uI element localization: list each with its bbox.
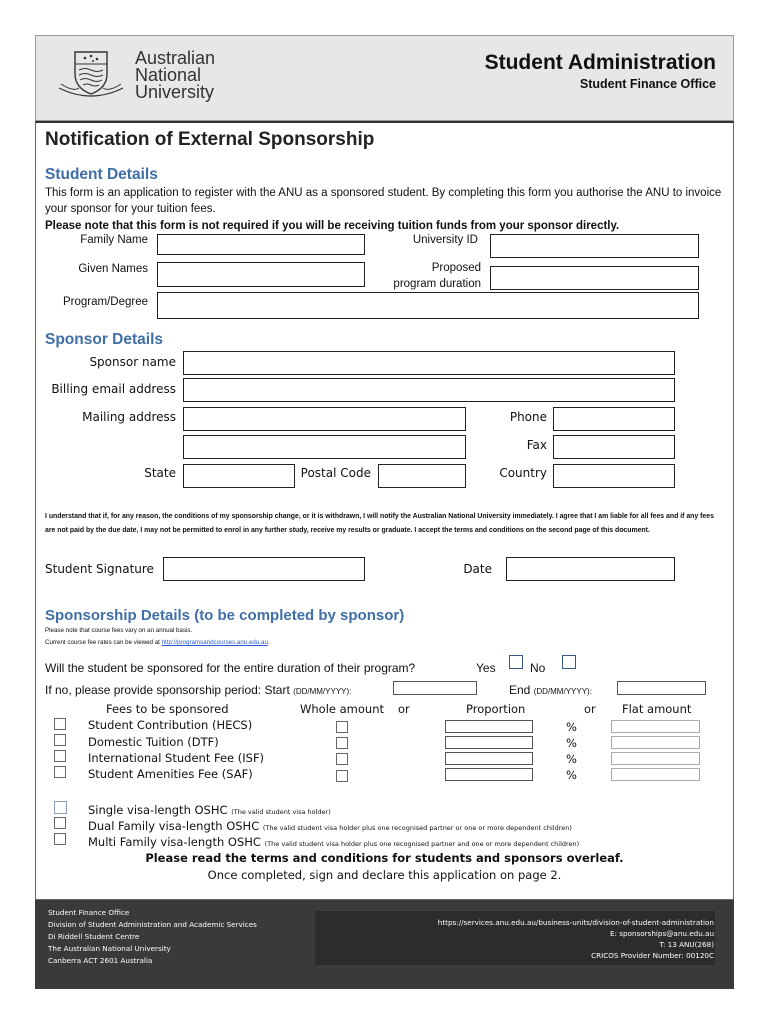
student-signature-label: Student Signature (45, 562, 154, 576)
student-details-heading: Student Details (45, 166, 158, 183)
saf-whole-checkbox[interactable] (336, 770, 348, 782)
isf-percent: % (566, 752, 577, 766)
university-id-field[interactable] (490, 234, 699, 258)
footer-url[interactable]: https://services.anu.edu.au/business-units/division-of-student-administration (437, 918, 714, 927)
end-date-label: End (DD/MM/YYYY): (509, 683, 592, 697)
phone-label: Phone (509, 410, 547, 424)
isf-whole-checkbox[interactable] (336, 753, 348, 765)
end-date-field[interactable] (617, 681, 706, 695)
fee-label-hecs: Student Contribution (HECS) (88, 718, 253, 732)
dtf-select-checkbox[interactable] (54, 734, 66, 746)
program-degree-field[interactable] (157, 292, 699, 319)
state-field[interactable] (183, 464, 295, 488)
signature-date-field[interactable] (506, 557, 675, 581)
mailing-address-label: Mailing address (82, 410, 176, 424)
fee-label-isf: International Student Fee (ISF) (88, 751, 265, 765)
col-or-header-2: or (584, 702, 596, 716)
hecs-percent: % (566, 720, 577, 734)
program-duration-field[interactable] (490, 266, 699, 290)
entire-duration-question: Will the student be sponsored for the entire duration of their program? (45, 661, 416, 675)
header-subtitle: Student Finance Office (579, 77, 716, 91)
anu-crest-logo (55, 44, 127, 102)
no-label: No (530, 661, 546, 675)
student-details-note: Please note that this form is not required if you will be receiving tuition funds from your sponsor directly. (45, 220, 620, 232)
program-duration-label: program duration (393, 278, 481, 290)
isf-select-checkbox[interactable] (54, 750, 66, 762)
col-fees-header: Fees to be sponsored (106, 702, 229, 716)
billing-email-label: Billing email address (51, 382, 176, 396)
hecs-proportion-field[interactable] (445, 720, 533, 733)
university-id-label: University ID (412, 234, 478, 246)
phone-field[interactable] (553, 407, 675, 431)
oshc-dual-checkbox[interactable] (54, 817, 66, 829)
footer-address: Student Finance Office Division of Student Administration and Academic Services Di Riddell Student Centre The Australian National University Canberra ACT 2601 Australia (48, 908, 257, 965)
country-label: Country (499, 466, 547, 480)
form-title: Notification of External Sponsorship (45, 129, 375, 150)
fax-label: Fax (526, 438, 547, 452)
university-name: Australian National University (135, 48, 216, 102)
student-signature-field[interactable] (163, 557, 365, 581)
proposed-label: Proposed (431, 262, 481, 274)
oshc-dual-option: Dual Family visa-length OSHC (The valid student visa holder plus one recognised partner or one or more dependent children) (88, 819, 572, 833)
mailing-address-line2[interactable] (183, 435, 466, 459)
sponsor-name-label: Sponsor name (89, 355, 176, 369)
postal-code-label: Postal Code (300, 466, 371, 480)
fee-rates-note: Current course fee rates can be viewed at http://programsandcourses.anu.edu.au. (45, 639, 270, 646)
saf-proportion-field[interactable] (445, 768, 533, 781)
mailing-address-line1[interactable] (183, 407, 466, 431)
declaration-text: I understand that if, for any reason, the conditions of my sponsorship change, or it is withdrawn, I will notify the Australian National University immediately. I agree that I am liable for all fees and if any fees are not paid by the due date, I may not be permitted to enrol in any further study, receive my results or graduate. I accept the terms and conditions on the second page of this document. (45, 513, 714, 534)
read-terms-note: Please read the terms and conditions for students and sponsors overleaf. (145, 851, 624, 865)
yes-checkbox[interactable] (509, 655, 523, 669)
fees-vary-note: Please note that course fees vary on an annual basis. (45, 627, 193, 634)
hecs-flat-field[interactable] (611, 720, 700, 733)
col-whole-header: Whole amount (300, 702, 384, 716)
fee-label-dtf: Domestic Tuition (DTF) (88, 735, 219, 749)
program-degree-label: Program/Degree (62, 296, 148, 308)
family-name-label: Family Name (80, 234, 148, 246)
date-label: Date (463, 562, 492, 576)
family-name-field[interactable] (157, 234, 365, 255)
yes-label: Yes (476, 661, 496, 675)
col-or-header-1: or (398, 702, 410, 716)
no-checkbox[interactable] (562, 655, 576, 669)
dtf-proportion-field[interactable] (445, 736, 533, 749)
saf-flat-field[interactable] (611, 768, 700, 781)
once-completed-note: Once completed, sign and declare this application on page 2. (207, 868, 562, 882)
dtf-flat-field[interactable] (611, 736, 700, 749)
student-details-intro: This form is an application to register with the ANU as a sponsored student. By completing this form you authorise the ANU to invoice your sponsor for your tuition fees. (45, 187, 722, 215)
sponsorship-period-question: If no, please provide sponsorship period: Start (DD/MM/YYYY): (45, 683, 352, 697)
isf-proportion-field[interactable] (445, 752, 533, 765)
fax-field[interactable] (553, 435, 675, 459)
dtf-whole-checkbox[interactable] (336, 737, 348, 749)
col-flat-header: Flat amount (622, 702, 692, 716)
sponsorship-details-heading: Sponsorship Details (to be completed by sponsor) (45, 607, 405, 624)
fee-rates-link[interactable]: http://programsandcourses.anu.edu.au (161, 639, 268, 646)
start-date-field[interactable] (393, 681, 477, 695)
hecs-whole-checkbox[interactable] (336, 721, 348, 733)
header-title: Student Administration (484, 51, 716, 74)
footer-email[interactable]: E: sponsorships@anu.edu.au (610, 929, 714, 938)
sponsor-details-heading: Sponsor Details (45, 331, 163, 348)
postal-code-field[interactable] (378, 464, 466, 488)
oshc-multi-checkbox[interactable] (54, 833, 66, 845)
footer-contact (438, 917, 714, 961)
col-proportion-header: Proportion (466, 702, 526, 716)
footer-cricos: CRICOS Provider Number: 00120C (591, 951, 714, 960)
state-label: State (144, 466, 176, 480)
fee-label-saf: Student Amenities Fee (SAF) (88, 767, 253, 781)
dtf-percent: % (566, 736, 577, 750)
footer-phone: T: 13 ANU(268) (659, 940, 714, 949)
oshc-single-option: Single visa-length OSHC (The valid student visa holder) (88, 803, 331, 817)
given-names-field[interactable] (157, 262, 365, 287)
billing-email-field[interactable] (183, 378, 675, 402)
isf-flat-field[interactable] (611, 752, 700, 765)
oshc-single-checkbox[interactable] (54, 801, 67, 814)
given-names-label: Given Names (78, 263, 148, 275)
saf-percent: % (566, 768, 577, 782)
oshc-multi-option: Multi Family visa-length OSHC (The valid student visa holder plus one recognised partner and one or more dependent children) (88, 835, 580, 849)
sponsor-name-field[interactable] (183, 351, 675, 375)
hecs-select-checkbox[interactable] (54, 718, 66, 730)
country-field[interactable] (553, 464, 675, 488)
saf-select-checkbox[interactable] (54, 766, 66, 778)
